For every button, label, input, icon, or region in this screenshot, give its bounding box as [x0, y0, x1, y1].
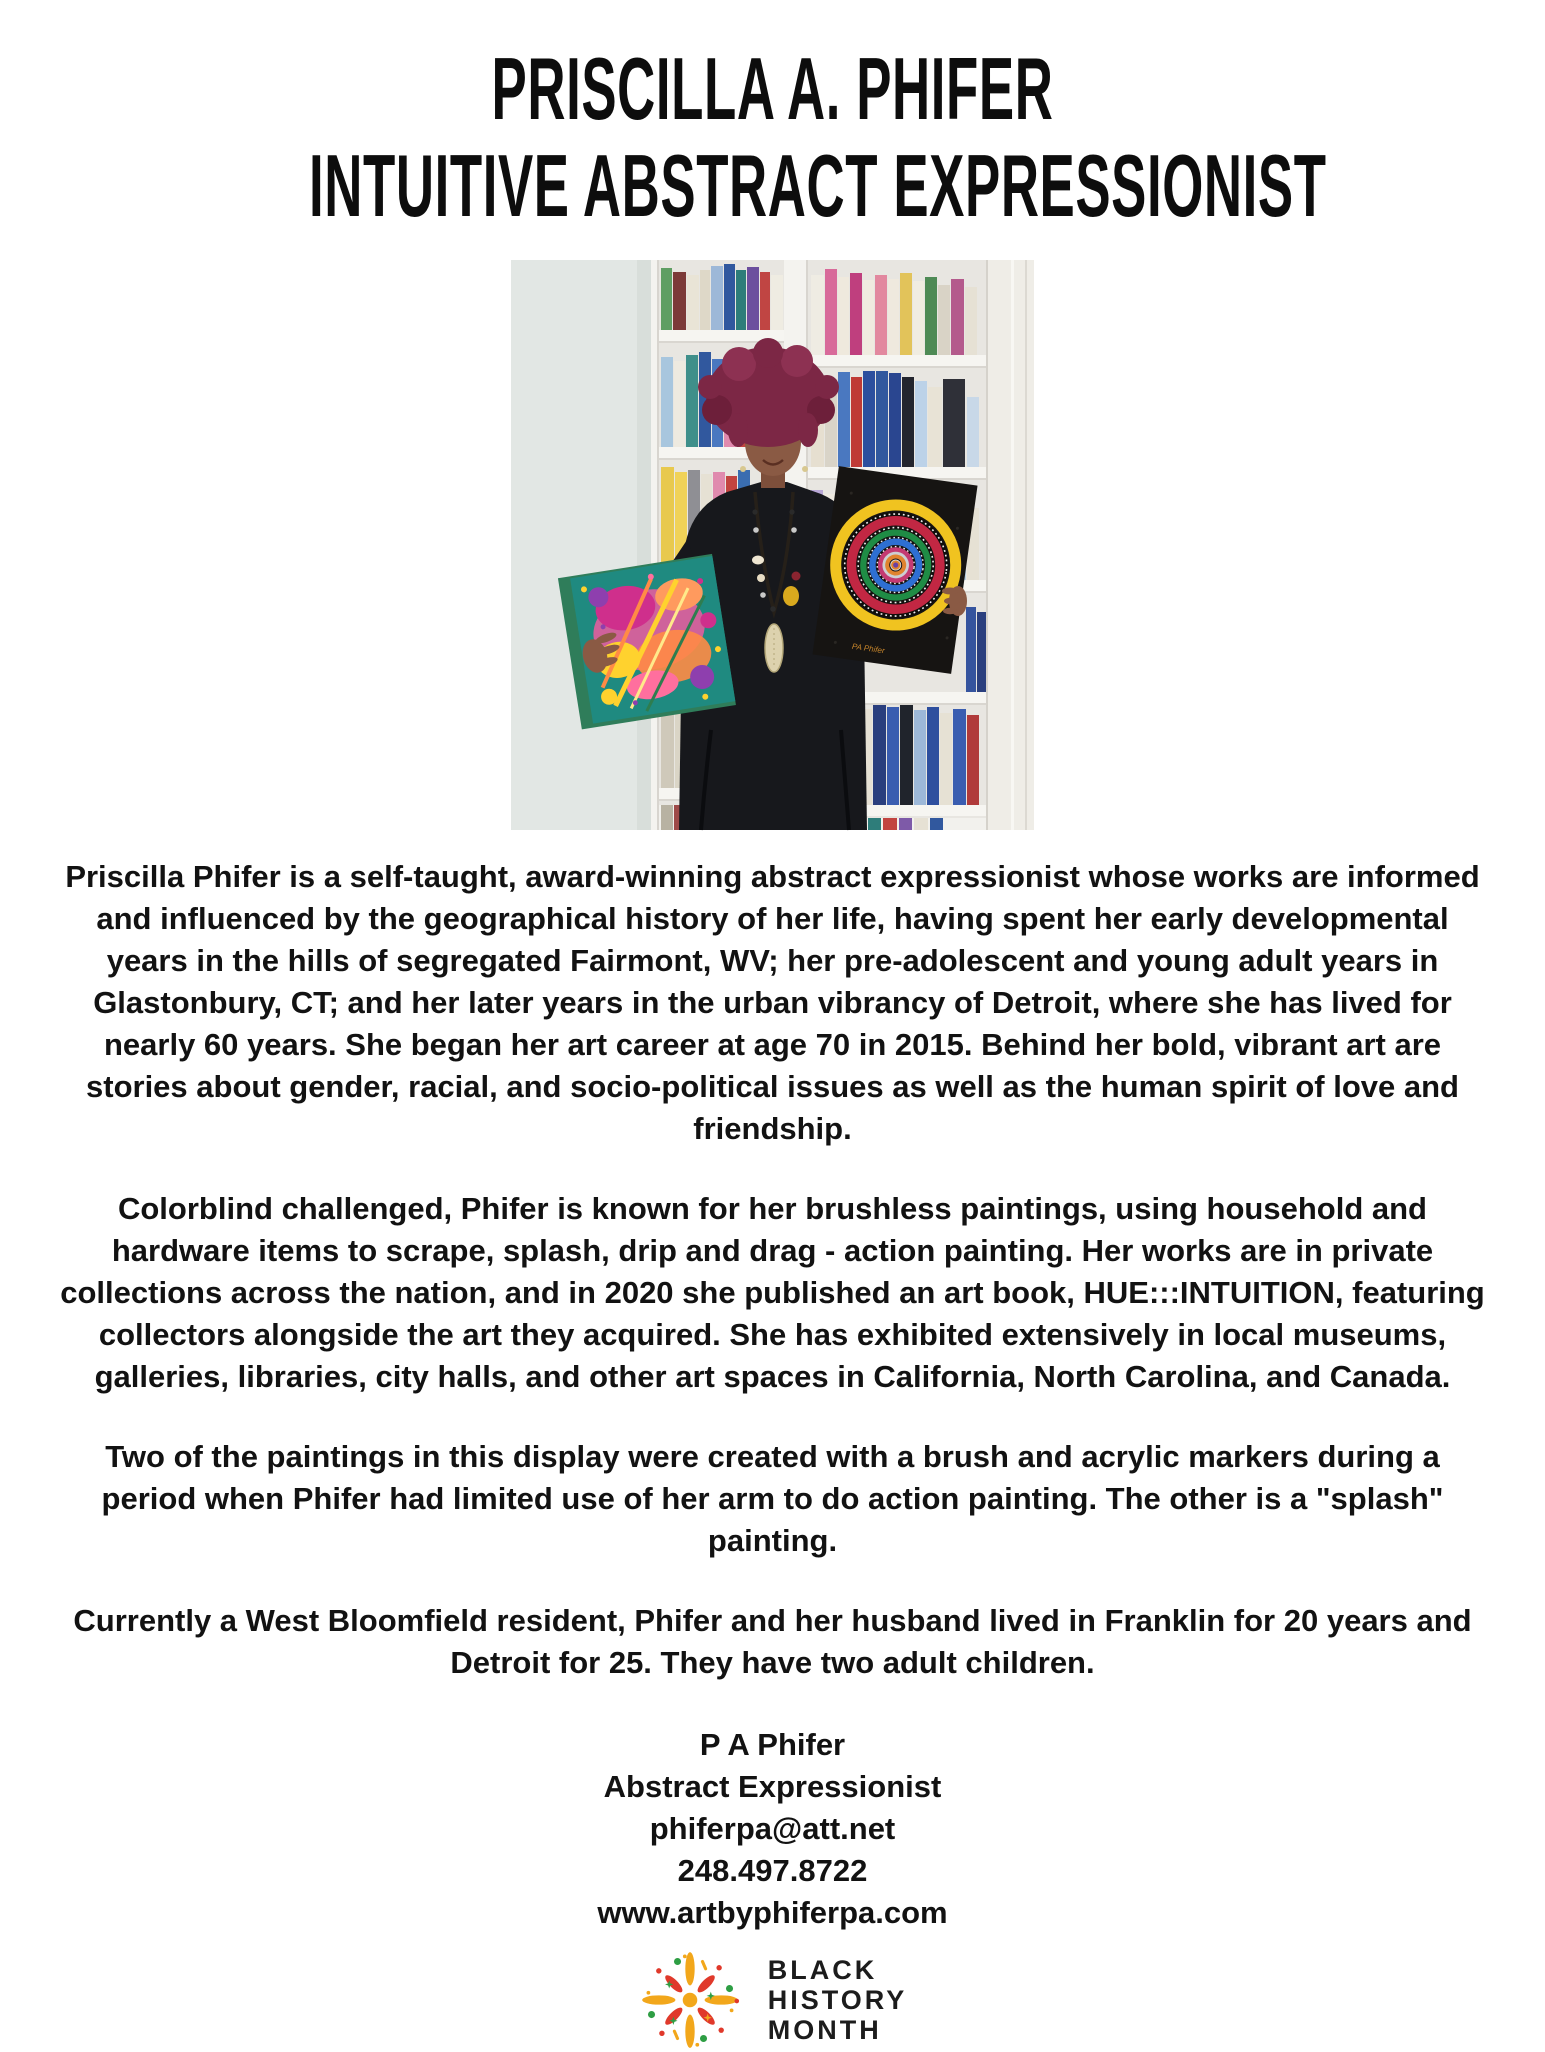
bio-paragraph-1: Priscilla Phifer is a self-taught, award-winning abstract expressionist whose works are informed and influenced by the geographical history of her life, having spent her early developmental years in the hills of segregated Fairmont, WV; her pre-adolescent and young adult years in Glastonbury, CT; and her later years in the urban vibrancy of Detroit, where she has lived for nearly 60 years. She began her art career at age 70 in 2015. Behind her bold, vibrant art are stories about gender, racial, and socio-political issues as well as the human spirit of love and friendship. [65, 859, 1480, 1146]
bio-paragraph-2: Colorblind challenged, Phifer is known for her brushless paintings, using household and hardware items to scrape, splash, drip and drag - action painting. Her works are in private collections across the nation, and in 2020 she published an art book, HUE:::INTUITION, featuring collectors alongside the art they acquired. She has exhibited extensively in local museums, galleries, libraries, city halls, and other art spaces in California, North Carolina, and Canada. [60, 1191, 1485, 1394]
contact-website: www.artbyphiferpa.com [597, 1895, 948, 1930]
bio-paragraph-4: Currently a West Bloomfield resident, Phifer and her husband lived in Franklin for 20 years and Detroit for 25. They have two adult children. [73, 1603, 1472, 1680]
bhm-line-2: HISTORY [767, 1985, 908, 2015]
black-history-month-label [768, 1955, 908, 2045]
title-line-1: PRISCILLA A. PHIFER [491, 39, 1054, 138]
contact-role: Abstract Expressionist [603, 1769, 942, 1804]
contact-phone: 248.497.8722 [677, 1853, 868, 1888]
painting-signature: PA Phifer [851, 641, 886, 656]
bhm-line-3: MONTH [767, 2015, 882, 2045]
bio-section [57, 856, 1489, 1684]
contact-email: phiferpa@att.net [649, 1811, 896, 1846]
black-history-month-logo [0, 1948, 1545, 2052]
title-line-2: INTUITIVE ABSTRACT EXPRESSIONIST [308, 136, 1327, 235]
artist-photo-illustration [511, 260, 1034, 830]
contact-name: P A Phifer [699, 1727, 846, 1762]
artist-photo [511, 260, 1034, 830]
starburst-icon [638, 1948, 742, 2052]
contact-block [0, 1724, 1545, 1934]
circles-painting [812, 466, 977, 674]
splash-painting [558, 554, 736, 730]
bhm-line-1: BLACK [767, 1955, 878, 1985]
page-title [0, 0, 1545, 234]
bio-paragraph-3: Two of the paintings in this display were created with a brush and acrylic markers during a period when Phifer had limited use of her arm to do action painting. The other is a "splash" painting. [101, 1439, 1444, 1558]
